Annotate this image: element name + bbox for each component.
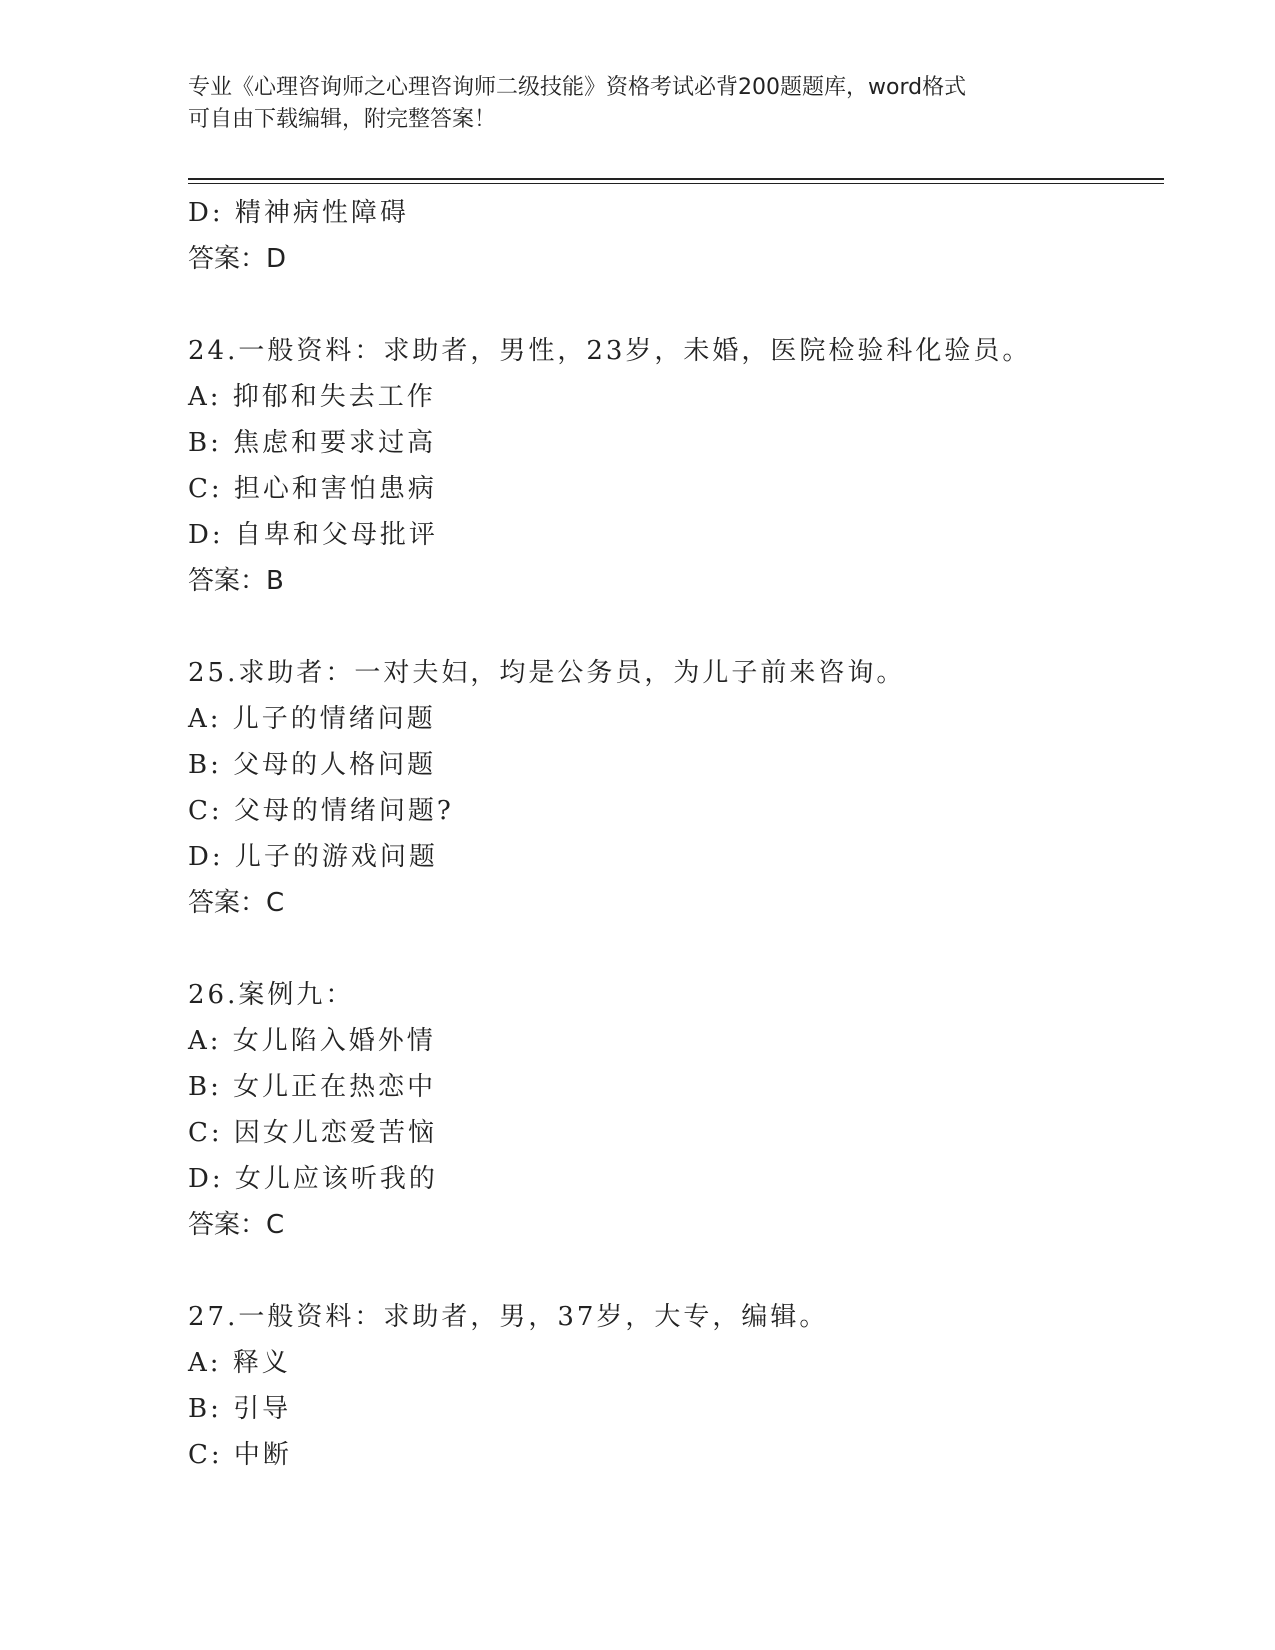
- question-27: [188, 1294, 1168, 1478]
- answer-line: 答案：C: [188, 1210, 285, 1240]
- question-stem: 25.求助者：一对夫妇，均是公务员，为儿子前来咨询。: [188, 658, 906, 688]
- option-c: C: 父母的情绪问题?: [188, 796, 454, 826]
- question-stem: 26.案例九：: [188, 980, 355, 1010]
- option-c: C: 中断: [188, 1440, 292, 1470]
- answer-line: 答案：B: [188, 566, 284, 596]
- option-a: A: 儿子的情绪问题: [188, 704, 436, 734]
- header-divider-thick: [188, 178, 1164, 180]
- question-fragment-23: [188, 190, 1168, 282]
- option-a: A: 女儿陷入婚外情: [188, 1026, 436, 1056]
- option-b: B: 引导: [188, 1394, 292, 1424]
- option-a: A: 抑郁和失去工作: [188, 382, 436, 412]
- option-d: D: 女儿应该听我的: [188, 1164, 438, 1194]
- option-d: D: 儿子的游戏问题: [188, 842, 438, 872]
- answer-line: 答案：D: [188, 244, 287, 274]
- option-a: A: 释义: [188, 1348, 291, 1378]
- option-b: B: 女儿正在热恋中: [188, 1072, 437, 1102]
- question-list: [188, 190, 1168, 1478]
- document-header: [188, 72, 1088, 136]
- question-24: [188, 328, 1168, 604]
- header-divider-thin: [188, 183, 1164, 184]
- option-c: C: 担心和害怕患病: [188, 474, 437, 504]
- header-line-2: 可自由下载编辑，附完整答案！: [188, 107, 497, 132]
- header-line-1: 专业《心理咨询师之心理咨询师二级技能》资格考试必背200题题库，word格式: [188, 75, 967, 100]
- answer-line: 答案：C: [188, 888, 285, 918]
- question-stem: 24.一般资料：求助者，男性，23岁，未婚，医院检验科化验员。: [188, 336, 1032, 366]
- question-25: [188, 650, 1168, 926]
- option-d: D: 自卑和父母批评: [188, 520, 438, 550]
- option-d: D: 精神病性障碍: [188, 198, 409, 228]
- option-c: C: 因女儿恋爱苦恼: [188, 1118, 437, 1148]
- question-26: [188, 972, 1168, 1248]
- option-b: B: 父母的人格问题: [188, 750, 437, 780]
- option-b: B: 焦虑和要求过高: [188, 428, 437, 458]
- question-stem: 27.一般资料：求助者，男，37岁，大专，编辑。: [188, 1302, 829, 1332]
